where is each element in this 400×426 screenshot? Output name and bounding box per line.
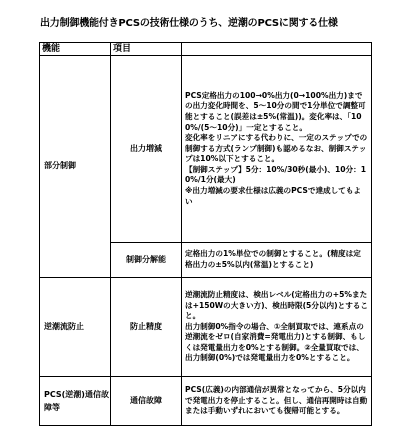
spec-line: PCS定格出力の100→0%出力(0→100%出力)までの出力変化時間を、5～10分の間で1分単位で調整可能とすること(誤差は±5%(常温))。変化率は、「100%/(5～10分)」一定とすること。 [185,90,366,132]
table-row [40,377,372,426]
item-cell: 制御分解能 [111,243,182,278]
item-cell: 通信故障 [111,377,182,426]
spec-line: 出力制御0%指令の場合、①全制買取では、連系点の逆潮流をゼロ(自家消費=発電出力)とする制御、もしくは発電量出力を0%とする制御。②全量買取では、出力制御(0%)では発電量出力を0%とすること。 [185,321,366,363]
header-item: 項目 [111,43,182,56]
category-cell: PCS(逆潮)通信故障等 [40,377,111,426]
spec-line: 逆潮流防止精度は、検出レベル(定格出力の+5%または+150Wの大きい方)、検出時限(5分以内)とすること。 [185,289,368,321]
category-cell: 逆潮流防止 [40,278,111,377]
spec-line: 【制御ステップ】5分：10%/30秒(最小)、10分：10%/1分(最大) [185,164,367,185]
header-function: 機能 [40,43,111,56]
spec-cell [182,243,372,278]
table-header-row [40,43,372,56]
header-spec [182,43,372,56]
spec-line: 定格出力の1%単位での制御とすること。(精度は定格出力の±5%以内(常温)とすること) [185,249,361,269]
spec-cell [182,56,372,243]
category-cell: 部分制御 [40,56,111,278]
spec-line: ※出力増減の要求仕様は広義のPCSで達成してもよい [185,186,362,206]
spec-cell [182,278,372,377]
document-title: 出力制御機能付きPCSの技術仕様のうち、逆潮のPCSに関する仕様 [40,18,338,29]
item-cell: 出力増減 [111,56,182,243]
table-row [40,278,372,377]
spec-cell [182,377,372,426]
item-cell: 防止精度 [111,278,182,377]
spec-line: PCS(広義)の内部通信が異常となってから、5分以内で発電出力を停止すること。但し、通信再開時は自動または手動いずれにおいても復帰可能とする。 [185,385,368,416]
table-row [40,56,372,243]
spec-line: 変化率をリニアにする代わりに、一定のステップでの制御する方式(ランプ制御)も認めるなお、制御ステップは10%以下とすること。 [185,133,368,164]
spec-table [39,42,372,426]
